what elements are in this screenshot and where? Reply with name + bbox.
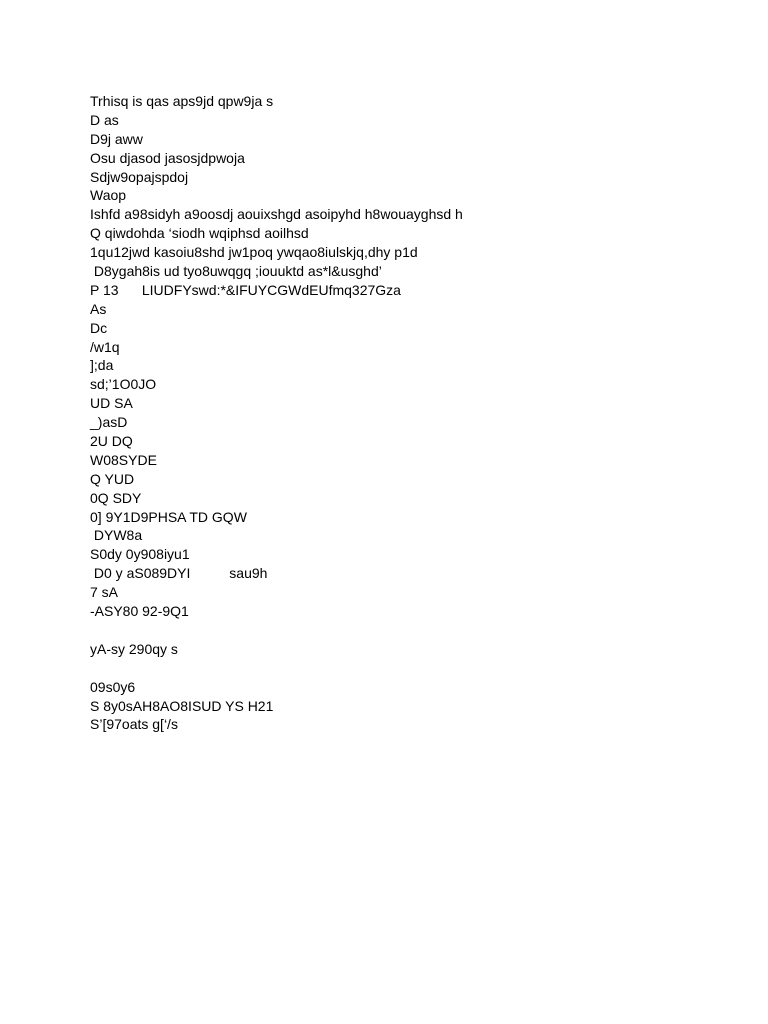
text-line: sd;’1O0JO xyxy=(90,376,157,393)
text-line: Ishfd a98sidyh a9oosdj aouixshgd asoipyhd h8wouayghsd h xyxy=(90,206,463,223)
text-line: 2U DQ xyxy=(90,433,133,450)
text-line: As xyxy=(90,300,107,317)
text-line xyxy=(90,621,710,640)
text-line: D8ygah8is ud tyo8uwqgq ;iouuktd as*l&usghd’ xyxy=(90,263,382,280)
text-line: /w1q xyxy=(90,338,120,355)
text-line: S 8y0sAH8AO8ISUD YS H21 xyxy=(90,697,274,714)
text-line: Sdjw9opajspdoj xyxy=(90,168,189,185)
text-line: _)asD xyxy=(90,414,128,431)
text-line: D9j aww xyxy=(90,130,143,147)
text-line: 0] 9Y1D9PHSA TD GQW xyxy=(90,508,247,525)
text-line: ];da xyxy=(90,357,114,374)
text-line: DYW8a xyxy=(90,527,143,544)
text-line: D as xyxy=(90,111,119,128)
text-line: Waop xyxy=(90,187,127,204)
text-line: Trhisq is qas aps9jd qpw9ja s xyxy=(90,93,274,109)
text-line: yA-sy 290qy s xyxy=(90,640,178,657)
text-line: Q qiwdohda ‘siodh wqiphsd aoilhsd xyxy=(90,225,309,242)
document-body xyxy=(90,92,710,734)
text-line: Q YUD xyxy=(90,470,135,487)
text-line: 1qu12jwd kasoiu8shd jw1poq ywqao8iulskjq,dhy p1d xyxy=(90,244,418,261)
text-line: S’[97oats g[‘/s xyxy=(90,716,178,733)
text-line: 7 sA xyxy=(90,584,119,601)
text-line: Osu djasod jasosjdpwoja xyxy=(90,149,245,166)
text-line: S0dy 0y908iyu1 xyxy=(90,546,190,563)
text-line: 09s0y6 xyxy=(90,678,136,695)
text-line: UD SA xyxy=(90,395,133,412)
text-line xyxy=(90,659,710,678)
text-line: D0 y aS089DYI sau9h xyxy=(90,565,268,582)
text-line: Dc xyxy=(90,319,108,336)
text-line: W08SYDE xyxy=(90,451,157,468)
text-line: -ASY80 92-9Q1 xyxy=(90,603,189,620)
text-line: 0Q SDY xyxy=(90,489,142,506)
text-line: P 13 LIUDFYswd:*&IFUYCGWdEUfmq327Gza xyxy=(90,281,401,298)
